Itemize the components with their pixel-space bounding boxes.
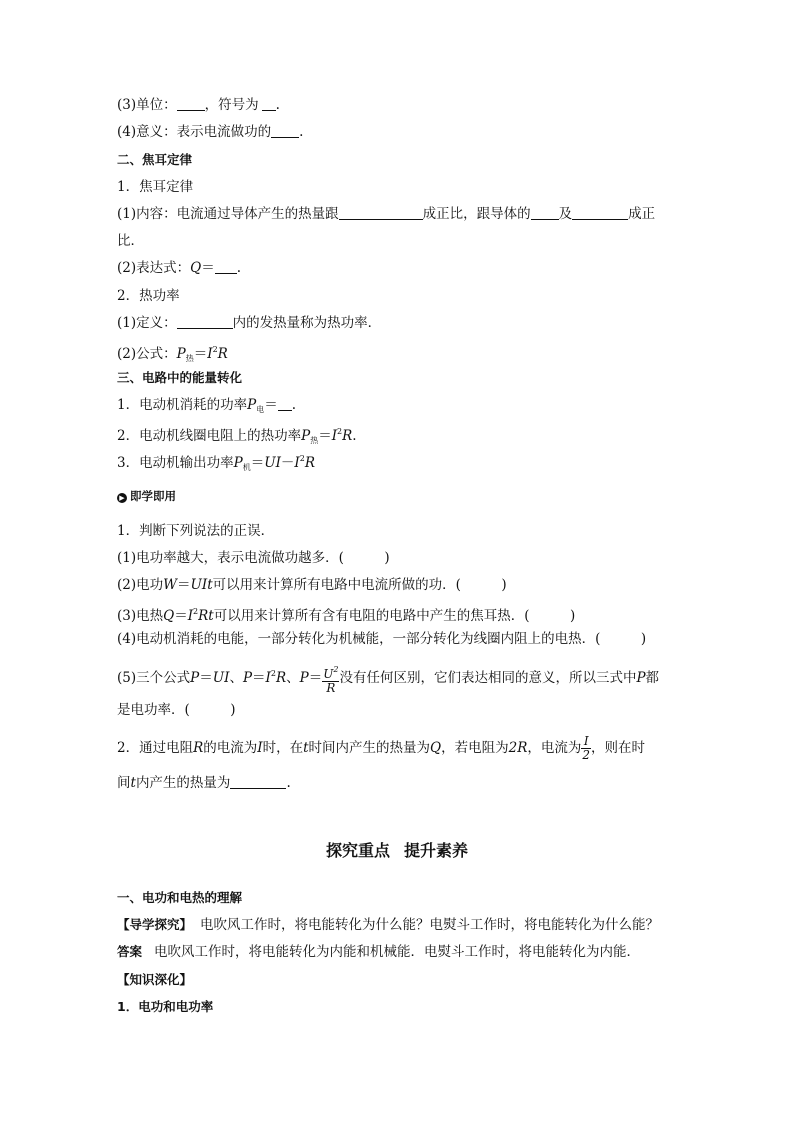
heat-power-formula: (2)公式：$P_热=I^2R$: [117, 345, 228, 363]
meaning-blank[interactable]: [271, 124, 299, 138]
blank-heat-answer[interactable]: [230, 775, 286, 789]
section-heading-joule: 二、焦耳定律: [117, 152, 193, 167]
practice-heading: ▶ 即学即用: [117, 487, 176, 505]
joule-expression-line: (2)表达式：Q＝ .: [117, 260, 241, 276]
question-1: 1．判断下列说法的正误．: [117, 523, 275, 539]
blank-unit-time[interactable]: [177, 315, 233, 329]
blank-current-squared[interactable]: [339, 206, 423, 220]
section-title: 探究重点 提升素养: [325, 841, 469, 860]
blank-resistance[interactable]: [531, 206, 559, 220]
blank-motor-power[interactable]: [278, 397, 292, 411]
explore-heading: 一、电功和电热的理解: [117, 890, 243, 905]
output-power-line: 3．电动机输出功率$P_机=UI-I^2R$: [117, 454, 316, 472]
judge-item-3[interactable]: (3)电热$Q=I^2Rt$可以用来计算所有含有电阻的电路中产生的焦耳热．( ): [117, 607, 576, 624]
judge-item-4[interactable]: (4)电动机消耗的电能，一部分转化为机械能，一部分转化为线圈内阻上的电热．( ): [117, 631, 647, 647]
joule-content-line: (1)内容：电流通过导体产生的热量跟 成正比，跟导体的 及 成正: [117, 206, 656, 222]
meaning-label: (4)意义：表示电流做功的: [117, 124, 272, 140]
blank-expression[interactable]: [215, 260, 237, 274]
motor-power-line: 1．电动机消耗的功率$P_电=$ .: [117, 397, 296, 414]
fraction-i-over-2: $\frac{I}{2}$: [582, 734, 591, 762]
judge-item-5[interactable]: (5)三个公式P＝UI、$P=I^2R$、P＝ $\frac{U^2}{R}$ 没有任何区别，它们表达相同的意义，所以三式中P都: [117, 664, 660, 695]
meaning-line: (4)意义：表示电流做功的 .: [117, 124, 304, 140]
question-2: 2．通过电阻R的电流为I时，在t时间内产生的热量为Q，若电阻为2R，电流为 $\frac{I}{2}$ ，则在时: [117, 734, 646, 762]
section-heading-energy: 三、电路中的能量转化: [117, 370, 243, 385]
unit-label: (3)单位：: [117, 97, 177, 113]
fraction-u2-over-r: $\frac{U^2}{R}$: [323, 664, 339, 695]
knowledge-deepen-tag: 【知识深化】: [117, 972, 193, 987]
heat-power-subheading: 2．热功率: [117, 288, 180, 304]
joule-law-subheading: 1．焦耳定律: [117, 179, 194, 195]
judge-item-2[interactable]: (2)电功W＝UIt可以用来计算所有电路中电流所做的功．( ): [117, 577, 507, 593]
guide-inquiry: 【导学探究】 电吹风工作时，将电能转化为什么能？电熨斗工作时，将电能转化为什么能？: [117, 917, 660, 933]
judge-item-5-wrap: 是电功率．( ): [117, 702, 236, 718]
symbol-blank[interactable]: [262, 97, 276, 111]
blank-time[interactable]: [572, 206, 628, 220]
question-2-wrap: 间t内产生的热量为 .: [117, 775, 291, 791]
judge-item-1[interactable]: (1)电功率越大，表示电流做功越多．( ): [117, 550, 390, 566]
joule-content-wrap: 比．: [117, 233, 144, 249]
answer-line: 答案 电吹风工作时，将电能转化为内能和机械能．电熨斗工作时，将电能转化为内能．: [117, 944, 641, 960]
coil-heat-power-line: 2．电动机线圈电阻上的热功率$P_热=I^2R$.: [117, 427, 357, 445]
unit-line: (3)单位： ，符号为 .: [117, 97, 280, 113]
heat-power-definition: (1)定义： 内的发热量称为热功率．: [117, 315, 382, 331]
symbol-label: ，符号为: [204, 97, 259, 113]
unit-blank[interactable]: [177, 97, 205, 111]
work-and-power-subheading: 1．电功和电功率: [117, 999, 214, 1014]
play-marker-icon: ▶: [117, 493, 127, 503]
